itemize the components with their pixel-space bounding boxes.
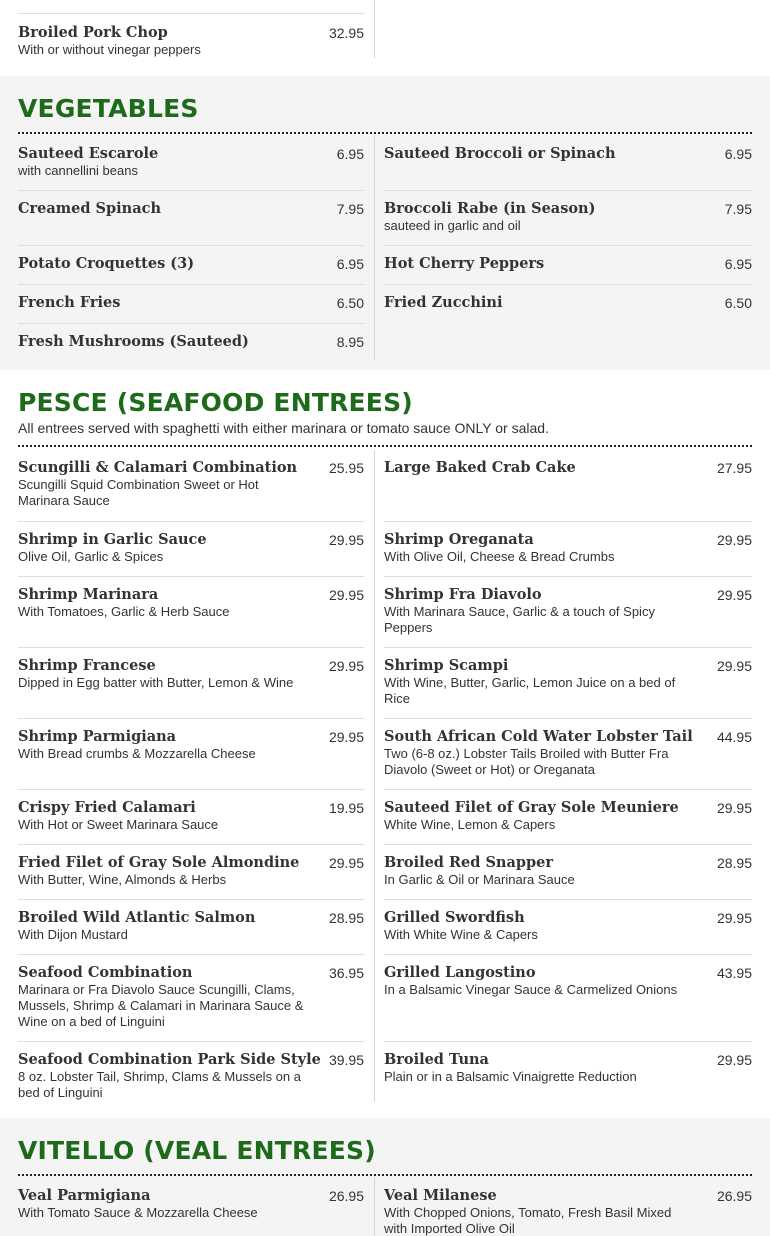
vitello-left-column — [18, 1177, 375, 1236]
menu-item — [18, 190, 364, 245]
item-name: Fresh Mushrooms (Sauteed) — [18, 333, 249, 350]
item-price: 29.95 — [328, 658, 364, 674]
vitello-section — [0, 1118, 770, 1236]
menu-item — [18, 284, 364, 323]
item-description: With Dijon Mustard — [18, 927, 128, 942]
item-price: 6.95 — [724, 146, 752, 162]
item-name: Shrimp in Garlic Sauce — [18, 531, 207, 548]
item-price: 29.95 — [328, 532, 364, 548]
item-name: Shrimp Oreganata — [384, 531, 534, 548]
item-description: With Olive Oil, Cheese & Bread Crumbs — [384, 549, 615, 564]
item-price: 7.95 — [336, 201, 364, 217]
item-name: Shrimp Marinara — [18, 586, 159, 603]
menu-item — [18, 576, 364, 647]
section-title: VITELLO (VEAL ENTREES) — [18, 1136, 376, 1165]
menu-item — [384, 718, 752, 789]
menu-item — [18, 521, 364, 576]
item-description: Scungilli Squid Combination Sweet or Hot Marinara Sauce — [18, 477, 259, 508]
item-price: 8.95 — [336, 334, 364, 350]
menu-item — [384, 954, 752, 1041]
item-name: Grilled Swordfish — [384, 909, 525, 926]
item-name: South African Cold Water Lobster Tail — [384, 728, 693, 745]
item-description: With Butter, Wine, Almonds & Herbs — [18, 872, 227, 887]
menu-item — [18, 1177, 364, 1236]
item-description: with cannellini beans — [18, 163, 138, 178]
item-description: With Wine, Butter, Garlic, Lemon Juice on a bed of Rice — [384, 675, 676, 706]
item-name: Veal Milanese — [384, 1187, 497, 1204]
item-price: 27.95 — [716, 460, 752, 476]
menu-item — [18, 647, 364, 718]
item-price: 7.95 — [724, 201, 752, 217]
item-name: French Fries — [18, 294, 121, 311]
item-price: 29.95 — [328, 729, 364, 745]
item-description: Marinara or Fra Diavolo Sauce Scungilli, Clams, Mussels, Shrimp & Calamari in Marinara Sauce & Wine on a bed of Linguini — [18, 982, 304, 1029]
vegetables-left-column — [18, 135, 375, 360]
item-price: 39.95 — [328, 1052, 364, 1068]
item-description: With White Wine & Capers — [384, 927, 538, 942]
pesce-left-column — [18, 450, 375, 1102]
menu-item — [384, 899, 752, 954]
item-price: 28.95 — [328, 910, 364, 926]
item-description: With Tomatoes, Garlic & Herb Sauce — [18, 604, 230, 619]
menu-item — [384, 647, 752, 718]
item-name: Fried Filet of Gray Sole Almondine — [18, 854, 300, 871]
item-description: Plain or in a Balsamic Vinaigrette Reduction — [384, 1069, 637, 1084]
item-description: Dipped in Egg batter with Butter, Lemon & Wine — [18, 675, 294, 690]
item-description: In Garlic & Oil or Marinara Sauce — [384, 872, 575, 887]
item-price: 29.95 — [716, 658, 752, 674]
vegetables-right-column — [375, 135, 752, 360]
menu-item — [384, 245, 752, 284]
item-description: sauteed in garlic and oil — [384, 218, 521, 233]
item-description: With Hot or Sweet Marinara Sauce — [18, 817, 219, 832]
item-description: With Marinara Sauce, Garlic & a touch of Spicy Peppers — [384, 604, 655, 635]
item-name: Potato Croquettes (3) — [18, 255, 195, 272]
item-name: Sauteed Filet of Gray Sole Meuniere — [384, 799, 679, 816]
item-name: Broiled Red Snapper — [384, 854, 554, 871]
item-description: With Tomato Sauce & Mozzarella Cheese — [18, 1205, 258, 1220]
menu-item — [384, 1041, 752, 1102]
item-price: 6.50 — [724, 295, 752, 311]
item-price: 6.95 — [724, 256, 752, 272]
dotted-divider — [18, 132, 752, 134]
item-description: In a Balsamic Vinegar Sauce & Carmelized Onions — [384, 982, 678, 997]
item-price: 26.95 — [716, 1188, 752, 1204]
menu-item — [18, 844, 364, 899]
item-name: Sauteed Broccoli or Spinach — [384, 145, 616, 162]
item-name: Scungilli & Calamari Combination — [18, 459, 298, 476]
menu-item — [384, 135, 752, 190]
item-price: 6.95 — [336, 256, 364, 272]
menu-item — [18, 323, 364, 360]
menu-item — [384, 576, 752, 647]
item-name: Hot Cherry Peppers — [384, 255, 545, 272]
item-description: With Chopped Onions, Tomato, Fresh Basil Mixed with Imported Olive Oil — [384, 1205, 672, 1236]
menu-item — [18, 899, 364, 954]
dotted-divider — [18, 1174, 752, 1176]
menu-item — [18, 789, 364, 844]
item-name: Broiled Wild Atlantic Salmon — [18, 909, 256, 926]
dotted-divider — [18, 445, 752, 447]
item-name: Shrimp Parmigiana — [18, 728, 177, 745]
item-price: 29.95 — [716, 910, 752, 926]
menu-item — [384, 284, 752, 323]
menu-item — [384, 844, 752, 899]
menu-item — [384, 1177, 752, 1236]
item-price: 29.95 — [716, 1052, 752, 1068]
menu-item — [384, 521, 752, 576]
item-price: 29.95 — [716, 532, 752, 548]
item-name: Shrimp Fra Diavolo — [384, 586, 542, 603]
item-price: 29.95 — [328, 855, 364, 871]
item-price: 25.95 — [328, 460, 364, 476]
item-name: Shrimp Scampi — [384, 657, 509, 674]
item-price: 32.95 — [328, 25, 364, 41]
item-name: Veal Parmigiana — [18, 1187, 151, 1204]
item-name: Crispy Fried Calamari — [18, 799, 196, 816]
item-name: Grilled Langostino — [384, 964, 536, 981]
item-description: Two (6-8 oz.) Lobster Tails Broiled with Butter Fra Diavolo (Sweet or Hot) or Oreganata — [384, 746, 669, 777]
item-description: Olive Oil, Garlic & Spices — [18, 549, 164, 564]
section-subtitle: All entrees served with spaghetti with either marinara or tomato sauce ONLY or salad. — [18, 420, 549, 436]
item-price: 36.95 — [328, 965, 364, 981]
item-name: Broiled Tuna — [384, 1051, 489, 1068]
item-price: 6.50 — [336, 295, 364, 311]
menu-item — [18, 954, 364, 1041]
item-name: Broccoli Rabe (in Season) — [384, 200, 596, 217]
item-name: Seafood Combination Park Side Style — [18, 1051, 321, 1068]
menu-item — [18, 718, 364, 789]
section-title: VEGETABLES — [18, 94, 199, 123]
item-name: Broiled Pork Chop — [18, 24, 168, 41]
item-name: Fried Zucchini — [384, 294, 503, 311]
vitello-right-column — [375, 1177, 752, 1236]
menu-item — [384, 190, 752, 245]
section-title: PESCE (SEAFOOD ENTREES) — [18, 388, 413, 417]
pesce-section — [0, 370, 770, 1118]
menu-item — [18, 135, 364, 190]
item-name: Sauteed Escarole — [18, 145, 159, 162]
item-name: Seafood Combination — [18, 964, 193, 981]
item-description: With Bread crumbs & Mozzarella Cheese — [18, 746, 256, 761]
item-name: Large Baked Crab Cake — [384, 459, 576, 476]
item-price: 29.95 — [716, 800, 752, 816]
menu-item — [18, 450, 364, 521]
item-price: 29.95 — [716, 587, 752, 603]
item-price: 43.95 — [716, 965, 752, 981]
item-price: 44.95 — [716, 729, 752, 745]
item-price: 26.95 — [328, 1188, 364, 1204]
item-description: White Wine, Lemon & Capers — [384, 817, 556, 832]
menu-item — [18, 245, 364, 284]
item-price: 19.95 — [328, 800, 364, 816]
item-price: 28.95 — [716, 855, 752, 871]
menu-item — [18, 13, 364, 58]
menu-item — [18, 1041, 364, 1102]
menu-item — [384, 789, 752, 844]
vegetables-section — [0, 76, 770, 370]
item-price: 6.95 — [336, 146, 364, 162]
item-price: 29.95 — [328, 587, 364, 603]
item-description: With or without vinegar peppers — [18, 42, 201, 57]
item-name: Creamed Spinach — [18, 200, 161, 217]
pesce-right-column — [375, 450, 752, 1102]
item-name: Shrimp Francese — [18, 657, 156, 674]
item-description: 8 oz. Lobster Tail, Shrimp, Clams & Mussels on a bed of Linguini — [18, 1069, 301, 1100]
top-section — [0, 0, 770, 76]
menu-item — [384, 450, 752, 521]
